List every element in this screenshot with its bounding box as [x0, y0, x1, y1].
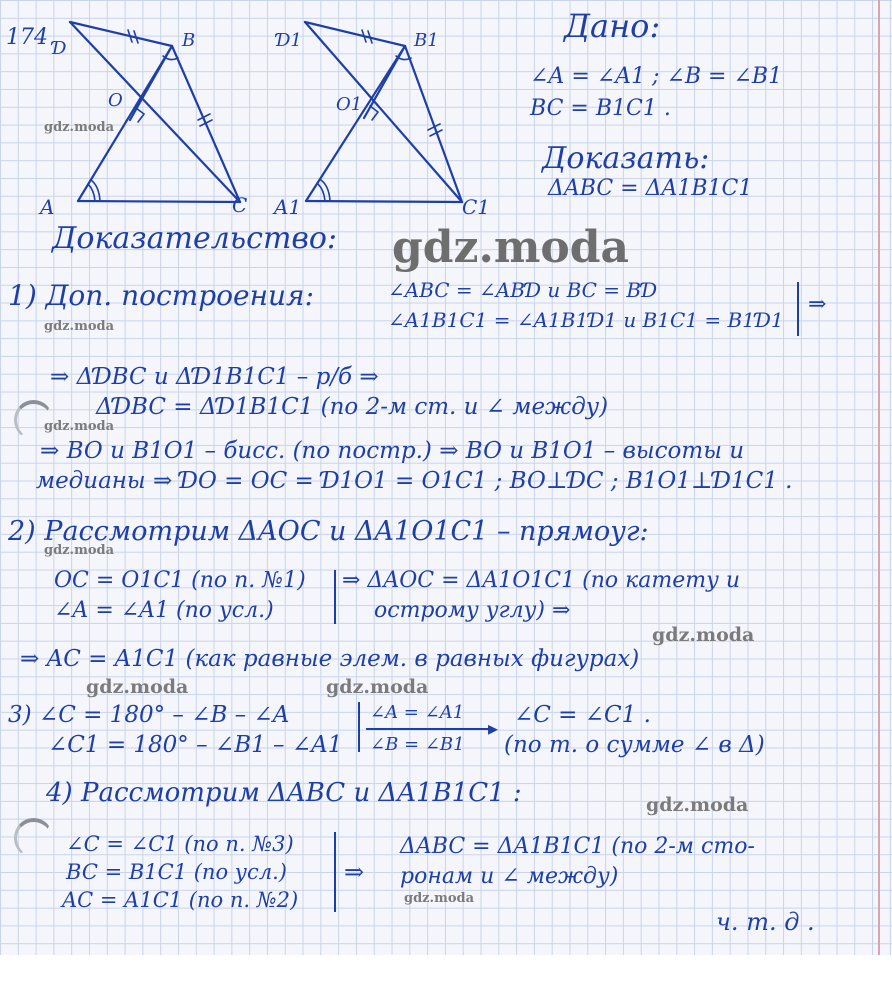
segment-dc: [70, 22, 240, 202]
right-angle-o: [136, 108, 144, 122]
watermark-4: gdz.moda: [44, 543, 115, 558]
step1-line-1: ⇒ ΔƊBC и ΔƊ1B1C1 – р/б ⇒: [50, 364, 379, 390]
punch-hole-lower: [14, 818, 53, 858]
watermark-3: gdz.moda: [44, 419, 115, 434]
step4-bracket: [334, 832, 336, 912]
step4-condition-2: BC = B1C1 (по усл.): [66, 860, 287, 884]
label-a: A: [40, 195, 55, 219]
label-d: Ɗ: [52, 38, 67, 59]
step3-result-2: (по т. о сумме ∠ в Δ): [504, 732, 765, 758]
step2-bracket: [334, 570, 336, 624]
watermark-8: gdz.moda: [646, 794, 749, 816]
step3-arrow-head: ▸: [488, 716, 499, 740]
step3-result-1: ∠C = ∠C1 .: [514, 702, 651, 728]
watermark-2: gdz.moda: [44, 319, 115, 334]
proof-heading: Доказательство:: [52, 221, 338, 256]
segment-db: [70, 22, 172, 46]
step2-title: 2) Рассмотрим ΔAOC и ΔA1O1C1 – прямоуг:: [8, 516, 649, 547]
segment-d1b1: [305, 22, 405, 46]
watermark-1: gdz.moda: [44, 120, 115, 135]
given-line-1: ∠A = ∠A1 ; ∠B = ∠B1: [530, 64, 783, 89]
step4-result-1: ΔABC = ΔA1B1C1 (по 2-м сто-: [400, 834, 755, 859]
step2-result-3: ⇒ AC = A1C1 (как равные элем. в равных фигурах): [20, 646, 640, 672]
step2-result-1: ⇒ ΔAOC = ΔA1O1C1 (по катету и: [342, 568, 741, 593]
watermark-7: gdz.moda: [326, 676, 429, 698]
problem-number: 174: [6, 25, 48, 50]
page-bottom-edge: [0, 955, 892, 993]
label-o1: O1: [336, 94, 363, 115]
step1-title: 1) Доп. построения:: [8, 279, 315, 312]
segment-b1o1: [364, 46, 405, 118]
step1-implies: ⇒: [808, 292, 827, 317]
step2-result-2: острому углу) ⇒: [374, 598, 571, 623]
label-c1: C1: [462, 195, 491, 219]
step3-arrow-under: ∠B = ∠B1: [370, 734, 465, 755]
label-a1: A1: [274, 195, 302, 219]
step1-line-4: медианы ⇒ ƊO = OC = Ɗ1O1 = O1C1 ; BO⊥ƊC ; B1O1⊥Ɗ1C1 .: [36, 468, 793, 494]
step3-bracket: [358, 702, 360, 752]
step4-implies: ⇒: [344, 858, 365, 886]
label-b: B: [182, 30, 196, 51]
prove-statement: ΔABC = ΔA1B1C1: [548, 176, 753, 201]
label-c: C: [232, 193, 248, 217]
step2-condition-1: OC = O1C1 (по п. №1): [54, 568, 306, 593]
label-o: O: [108, 90, 123, 111]
end-mark: ч. т. д .: [716, 908, 815, 936]
watermark-large: gdz.moda: [392, 222, 630, 273]
step1-condition-1: ∠ABC = ∠ABƊ и BC = BƊ: [388, 278, 658, 302]
step1-bracket: [797, 282, 799, 336]
step1-condition-2: ∠A1B1C1 = ∠A1B1Ɗ1 и B1C1 = B1Ɗ1: [388, 308, 784, 332]
watermark-5: gdz.moda: [652, 624, 755, 646]
step3-arrow-over: ∠A = ∠A1: [370, 702, 465, 723]
prove-heading: Доказать:: [542, 141, 710, 176]
angle-arc-a: [88, 184, 95, 201]
step1-line-3: ⇒ BO и B1O1 – бисс. (по постр.) ⇒ BO и B1O1 – высоты и: [40, 438, 745, 464]
segment-ac: [78, 201, 240, 202]
segment-bc: [172, 46, 240, 202]
given-heading: Дано:: [564, 7, 661, 45]
step4-condition-1: ∠C = ∠C1 (по п. №3): [66, 832, 294, 856]
segment-b1a1: [306, 46, 405, 201]
given-line-2: BC = B1C1 .: [530, 96, 671, 121]
right-angle-o1: [370, 106, 378, 120]
watermark-9: gdz.moda: [404, 891, 475, 906]
step4-title: 4) Рассмотрим ΔABC и ΔA1B1C1 :: [46, 778, 522, 808]
step3-line-1: 3) ∠C = 180° – ∠B – ∠A: [8, 702, 290, 728]
step3-arrow-shaft: [366, 728, 492, 730]
watermark-6: gdz.moda: [86, 676, 189, 698]
step4-result-2: ронам и ∠ между): [400, 864, 619, 889]
step4-condition-3: AC = A1C1 (по п. №2): [62, 888, 299, 912]
punch-hole-upper: [14, 400, 53, 440]
step2-condition-2: ∠A = ∠A1 (по усл.): [54, 598, 274, 623]
step3-line-2: ∠C1 = 180° – ∠B1 – ∠A1: [48, 732, 343, 758]
step1-line-2: ΔƊBC = ΔƊ1B1C1 (по 2-м ст. и ∠ между): [96, 394, 609, 420]
figure-abc: [70, 22, 240, 202]
label-d1: Ɗ1: [276, 30, 302, 51]
segment-b1c1: [405, 46, 462, 202]
label-b1: B1: [414, 30, 439, 51]
angle-arc-a1: [318, 184, 325, 201]
